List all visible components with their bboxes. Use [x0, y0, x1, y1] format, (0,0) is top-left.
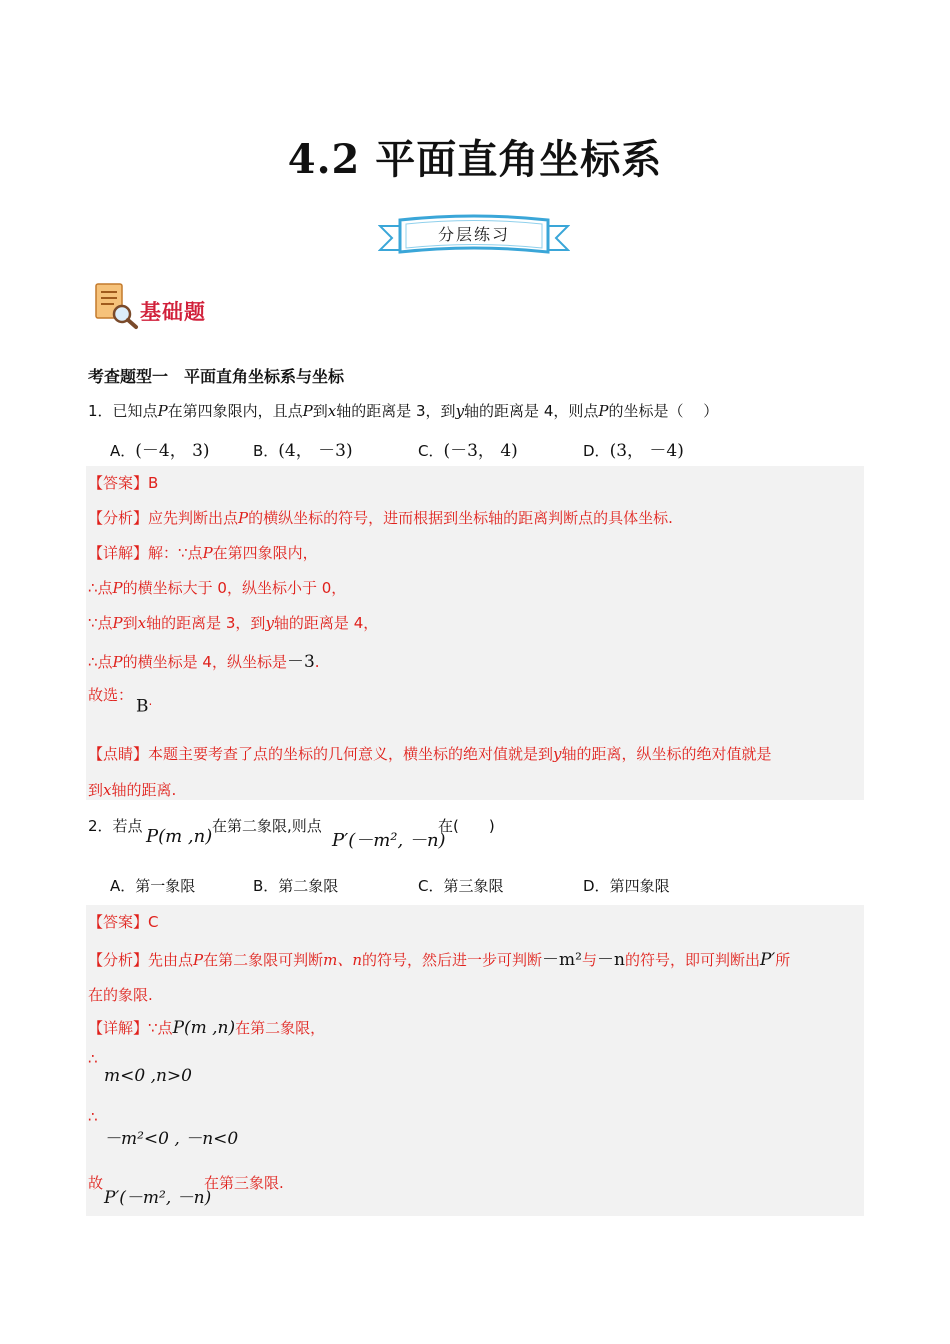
q2-therefore-2: ∴ — [88, 1108, 98, 1126]
q2-analysis-line-2: 在的象限. — [88, 986, 153, 1004]
q2-conclusion-prefix: 故 — [88, 1174, 104, 1192]
q2-stem-middle: 在第二象限,则点 — [212, 817, 322, 835]
q2-inequality-2: －m²<0 , －n<0 — [104, 1129, 239, 1149]
q1-choose-label: 故选： — [88, 686, 134, 704]
q1-detail-line-1: 【详解】解：∵点P在第四象限内， — [88, 544, 318, 562]
q2-inequality-1: m<0 ,n>0 — [104, 1066, 192, 1086]
q1-analysis: 【分析】应先判断出点P的横纵坐标的符号，进而根据到坐标轴的距离判断点的具体坐标. — [88, 509, 673, 527]
question-2-option-a[interactable]: A．第一象限 — [110, 877, 196, 895]
level-label: 基础题 — [140, 299, 206, 324]
q2-therefore-1: ∴ — [88, 1050, 98, 1068]
q2-point-p-prime: P′(－m², －n) — [332, 830, 446, 851]
section-heading: 考查题型一 平面直角坐标系与坐标 — [88, 367, 345, 386]
q1-choose-value: B. — [136, 694, 153, 717]
q2-point-p: P(m ,n) — [146, 826, 213, 847]
q2-conclusion-point: P′(－m², －n) — [104, 1188, 212, 1208]
q1-comment-line-1: 【点睛】本题主要考查了点的坐标的几何意义，横坐标的绝对值就是到y轴的距离，纵坐标的绝对值就是 — [88, 745, 772, 763]
q2-answer: 【答案】C — [88, 913, 159, 931]
question-1-option-a[interactable]: A．(－4， 3) — [110, 441, 210, 461]
question-2-number: 2．若点 — [88, 817, 143, 835]
question-2-option-c[interactable]: C．第三象限 — [418, 877, 504, 895]
q2-detail-line-1: 【详解】∵点P(m ,n)在第二象限， — [88, 1018, 326, 1038]
q1-detail-line-2: ∴点P的横坐标大于 0，纵坐标小于 0， — [88, 579, 347, 597]
q1-detail-line-4: ∴点P的横坐标是 4，纵坐标是－3. — [88, 652, 320, 672]
q2-conclusion-text: 在第三象限. — [204, 1174, 284, 1192]
q1-answer: 【答案】B — [88, 474, 159, 492]
worksheet-magnifier-icon — [92, 280, 142, 330]
q1-comment-line-2: 到x轴的距离. — [88, 781, 177, 799]
question-1-option-b[interactable]: B．(4， －3) — [253, 441, 353, 461]
q1-detail-line-3: ∵点P到x轴的距离是 3，到y轴的距离是 4， — [88, 614, 379, 632]
question-2-option-b[interactable]: B．第二象限 — [253, 877, 339, 895]
question-1-option-d[interactable]: D．(3， －4) — [583, 441, 684, 461]
q2-analysis-line-1: 【分析】先由点P在第二象限可判断m、n的符号，然后进一步可判断－m²与－n的符号，即可判断出P′所 — [88, 950, 791, 970]
question-1-option-c[interactable]: C．(－3， 4) — [418, 441, 518, 461]
question-2-option-d[interactable]: D．第四象限 — [583, 877, 670, 895]
page-title: 4.2 平面直角坐标系 — [287, 136, 663, 183]
question-1-stem: 1．已知点P在第四象限内，且点P到x轴的距离是 3，到y轴的距离是 4，则点P的坐标是（ ） — [88, 402, 719, 420]
ribbon-label: 分层练习 — [437, 225, 510, 244]
q2-stem-end: 在( ) — [438, 817, 495, 835]
